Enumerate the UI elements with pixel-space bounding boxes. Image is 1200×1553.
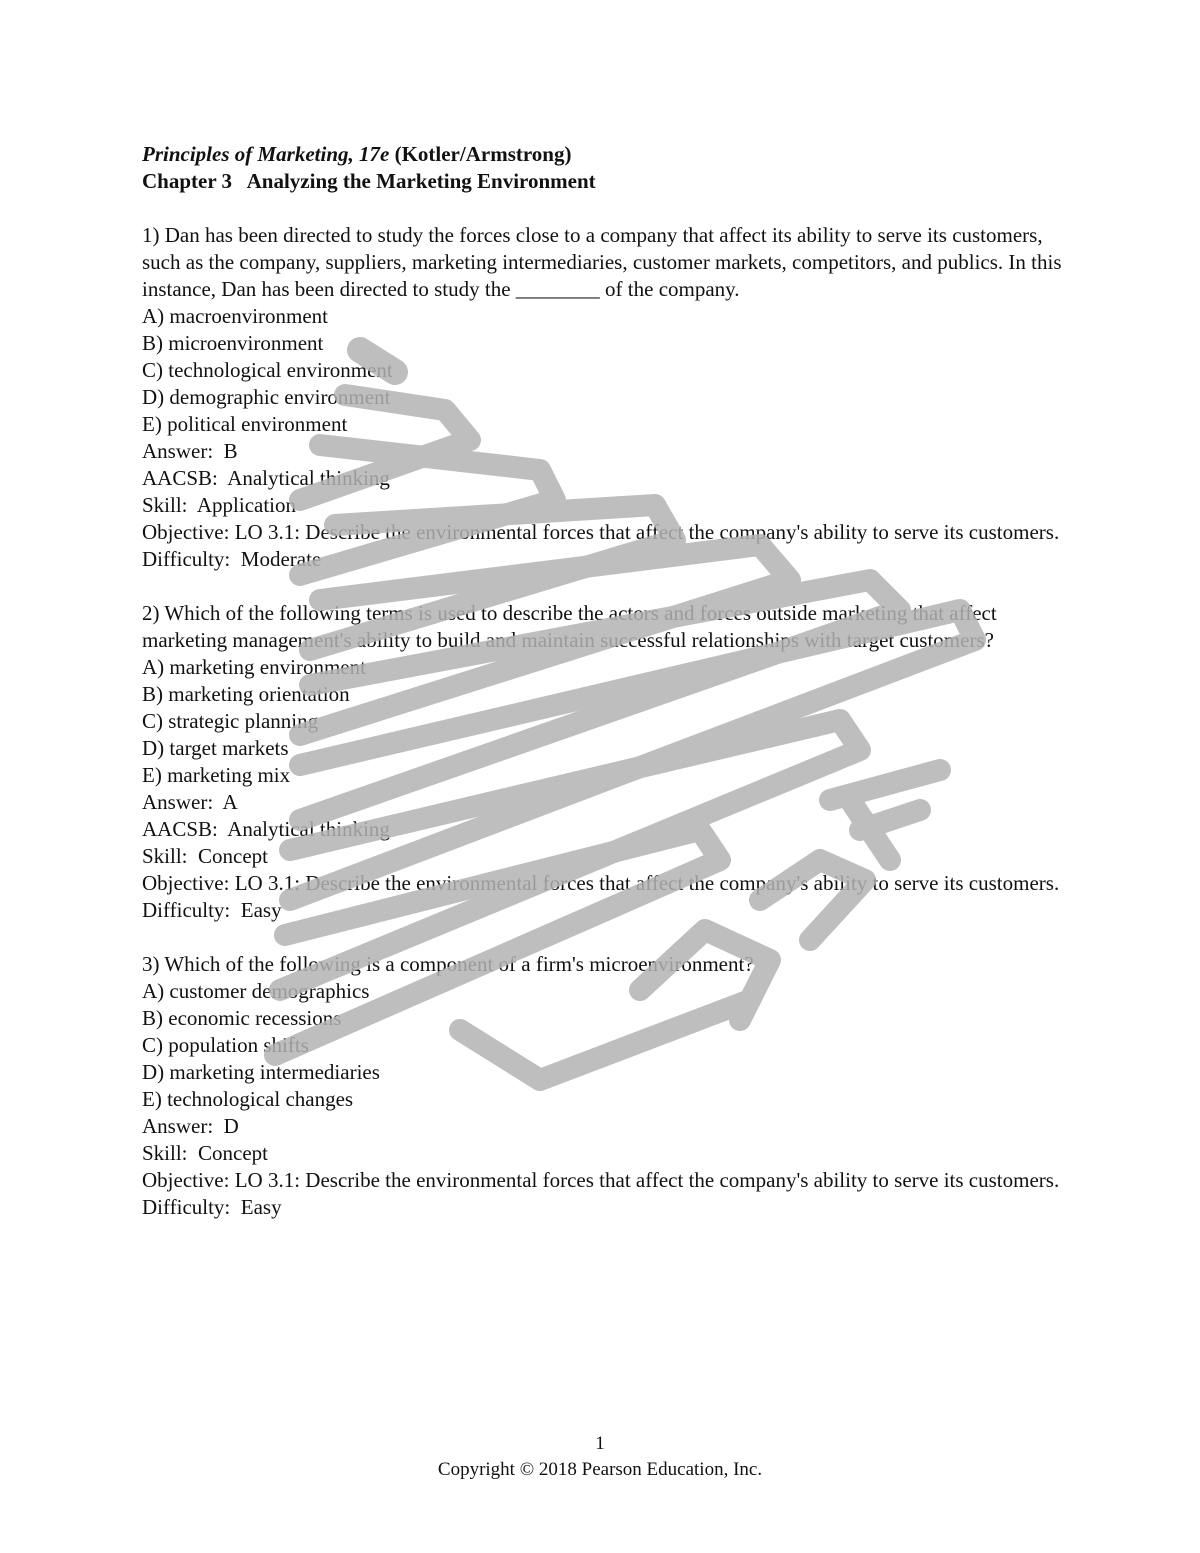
book-title: Principles of Marketing, 17e [142,142,390,166]
answer-option: A) macroenvironment [142,304,329,328]
difficulty-tag: Difficulty: Easy [142,898,282,922]
answer-key: Answer: A [142,790,238,814]
answer-option: A) marketing environment [142,655,366,679]
question-stem: 3) Which of the following is a component of a firm's microenvironment? [142,952,754,976]
answer-option: B) economic recessions [142,1006,342,1030]
objective-tag: Objective: LO 3.1: Describe the environmental forces that affect the company's ability to serve its customers. [142,1168,1060,1192]
difficulty-tag: Difficulty: Easy [142,1195,282,1219]
objective-tag: Objective: LO 3.1: Describe the environmental forces that affect the company's ability to serve its customers. [142,871,1060,895]
objective-tag: Objective: LO 3.1: Describe the environmental forces that affect the company's ability to serve its customers. [142,520,1060,544]
skill-tag: Skill: Concept [142,844,268,868]
answer-option: C) population shifts [142,1033,309,1057]
page-content [142,141,1062,1221]
answer-option: D) demographic environment [142,385,391,409]
answer-option: E) political environment [142,412,348,436]
answer-option: C) technological environment [142,358,393,382]
answer-option: E) technological changes [142,1087,354,1111]
answer-option: B) marketing orientation [142,682,350,706]
copyright-notice: Copyright © 2018 Pearson Education, Inc. [437,1459,763,1480]
question-stem: 1) Dan has been directed to study the forces close to a company that affect its ability to serve its customers, such as the company, suppliers, marketing intermediaries, customer markets, competitors, and publics. In this instance, Dan has been directed to study the ________ of the company. [142,223,1062,301]
answer-option: A) customer demographics [142,979,370,1003]
question-stem: 2) Which of the following terms is used to describe the actors and forces outside marketing that affect marketing management's ability to build and maintain successful relationships with target customers? [142,601,997,652]
skill-tag: Skill: Concept [142,1141,268,1165]
question-block [142,600,1062,924]
aacsb-tag: AACSB: Analytical thinking [142,466,390,490]
aacsb-tag: AACSB: Analytical thinking [142,817,390,841]
answer-option: D) marketing intermediaries [142,1060,380,1084]
difficulty-tag: Difficulty: Moderate [142,547,322,571]
skill-tag: Skill: Application [142,493,297,517]
book-title-line [142,141,1062,168]
answer-key: Answer: D [142,1114,239,1138]
answer-option: C) strategic planning [142,709,319,733]
question-block [142,222,1062,573]
answer-option: D) target markets [142,736,289,760]
chapter-title: Chapter 3 Analyzing the Marketing Environment [142,169,596,193]
page-number: 1 [595,1433,605,1454]
book-authors: (Kotler/Armstrong) [389,142,572,166]
answer-option: E) marketing mix [142,763,291,787]
answer-key: Answer: B [142,439,238,463]
question-block [142,951,1062,1221]
answer-option: B) microenvironment [142,331,324,355]
